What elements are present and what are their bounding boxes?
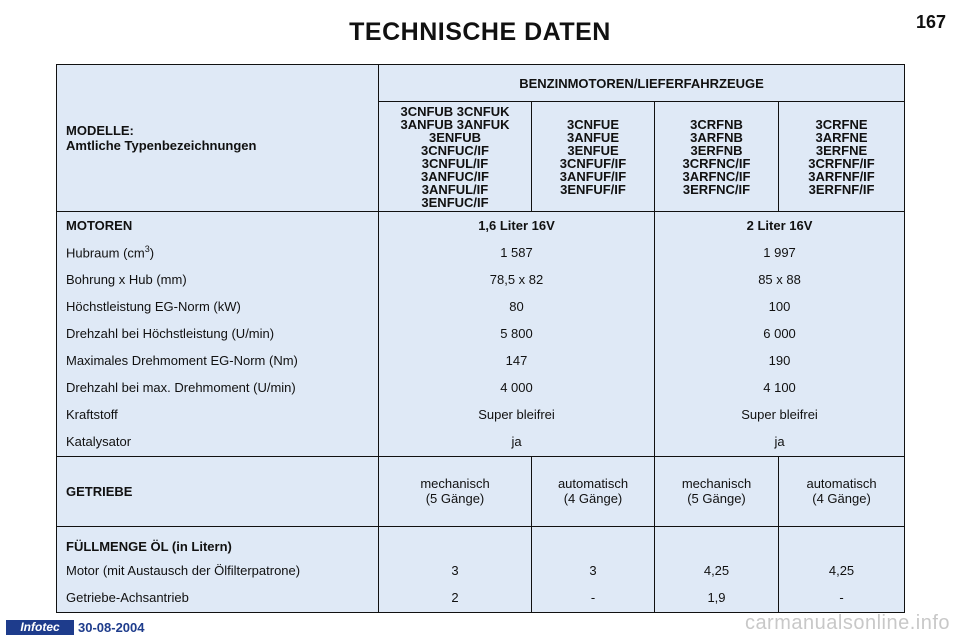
group-header: BENZINMOTOREN/LIEFERFAHRZEUGE bbox=[379, 65, 905, 102]
model-code: 3ANFUL/IF bbox=[421, 181, 489, 197]
gearbox-gears: (4 Gänge) bbox=[812, 491, 871, 506]
oil-row bbox=[57, 557, 905, 584]
model-code: 3CRFNB bbox=[690, 116, 743, 132]
model-code: 3ENFUE bbox=[567, 142, 619, 158]
infotec-logo: Infotec bbox=[6, 620, 74, 635]
model-code: 3ERFNB bbox=[690, 142, 743, 158]
row-label: Getriebe-Achsantrieb bbox=[57, 584, 379, 613]
engine-row bbox=[57, 266, 905, 293]
row-label-text: Hubraum (cm bbox=[66, 245, 145, 261]
model-code: 3CNFUB 3CNFUK bbox=[400, 103, 510, 119]
engine-a-value: ja bbox=[379, 428, 655, 456]
model-code: 3ARFNF/IF bbox=[808, 168, 875, 184]
row-label-suffix: ) bbox=[149, 245, 155, 261]
row-label: Drehzahl bei max. Drehmoment (U/min) bbox=[57, 374, 379, 401]
engine-row bbox=[57, 347, 905, 374]
engine-a-value: 78,5 x 82 bbox=[379, 266, 655, 293]
row-label bbox=[57, 239, 379, 266]
oil-value: 3 bbox=[532, 557, 655, 584]
footer-date: 30-08-2004 bbox=[78, 620, 145, 635]
model-code: 3CRFNE bbox=[815, 116, 868, 132]
gearbox-type: automatisch bbox=[557, 476, 629, 491]
row-label: Bohrung x Hub (mm) bbox=[57, 266, 379, 293]
engine-a-value: 1 587 bbox=[379, 239, 655, 266]
gearbox-cell bbox=[655, 456, 779, 526]
empty-cell bbox=[532, 526, 655, 557]
model-codes-4 bbox=[779, 102, 905, 212]
row-label: Drehzahl bei Höchstleistung (U/min) bbox=[57, 320, 379, 347]
engine-a-value: 4 000 bbox=[379, 374, 655, 401]
gearbox-cell bbox=[379, 456, 532, 526]
oil-value: 4,25 bbox=[779, 557, 905, 584]
page-title: TECHNISCHE DATEN bbox=[349, 18, 611, 46]
engine-b-value: 4 100 bbox=[655, 374, 905, 401]
engine-b-value: 100 bbox=[655, 293, 905, 320]
engine-b-value: Super bleifrei bbox=[655, 401, 905, 428]
model-codes-1 bbox=[379, 102, 532, 212]
model-codes-3 bbox=[655, 102, 779, 212]
row-label: Maximales Drehmoment EG-Norm (Nm) bbox=[57, 347, 379, 374]
model-code: 3ENFUC/IF bbox=[421, 194, 489, 210]
model-code: 3ERFNC/IF bbox=[682, 181, 751, 197]
gearbox-type: mechanisch bbox=[681, 476, 752, 491]
models-sublabel: Amtliche Typenbezeichnungen bbox=[66, 138, 257, 153]
gearbox-gears: (4 Gänge) bbox=[563, 491, 623, 506]
model-code: 3ERFNF/IF bbox=[808, 181, 875, 197]
engine-a-title: 1,6 Liter 16V bbox=[379, 212, 655, 240]
empty-cell bbox=[379, 526, 532, 557]
engine-row bbox=[57, 401, 905, 428]
page-number: 167 bbox=[915, 12, 946, 32]
oil-value: 3 bbox=[379, 557, 532, 584]
engine-b-value: ja bbox=[655, 428, 905, 456]
row-label: Katalysator bbox=[57, 428, 379, 456]
model-code: 3ANFUF/IF bbox=[559, 168, 627, 184]
model-code: 3ENFUB bbox=[428, 129, 481, 145]
model-code: 3ERFNE bbox=[815, 142, 868, 158]
oil-value: - bbox=[779, 584, 905, 613]
row-label: Höchstleistung EG-Norm (kW) bbox=[57, 293, 379, 320]
empty-cell bbox=[779, 526, 905, 557]
engine-a-value: 147 bbox=[379, 347, 655, 374]
engine-b-value: 1 997 bbox=[655, 239, 905, 266]
model-code: 3ANFUC/IF bbox=[421, 168, 489, 184]
engine-b-value: 85 x 88 bbox=[655, 266, 905, 293]
oil-label: FÜLLMENGE ÖL (in Litern) bbox=[57, 526, 379, 557]
gearbox-cell bbox=[532, 456, 655, 526]
empty-cell bbox=[655, 526, 779, 557]
model-code: 3ENFUF/IF bbox=[560, 181, 626, 197]
gearbox-label: GETRIEBE bbox=[57, 456, 379, 526]
model-code: 3ARFNB bbox=[690, 129, 743, 145]
model-codes-2 bbox=[532, 102, 655, 212]
oil-row bbox=[57, 584, 905, 613]
engine-b-value: 6 000 bbox=[655, 320, 905, 347]
models-label: MODELLE: bbox=[66, 123, 134, 138]
model-code: 3CNFUE bbox=[566, 116, 619, 132]
gearbox-type: mechanisch bbox=[420, 476, 490, 491]
model-code: 3ARFNC/IF bbox=[682, 168, 751, 184]
engine-a-value: 80 bbox=[379, 293, 655, 320]
engine-row bbox=[57, 428, 905, 456]
oil-value: 2 bbox=[379, 584, 532, 613]
oil-value: 4,25 bbox=[655, 557, 779, 584]
watermark: carmanualsonline.info bbox=[744, 612, 950, 634]
engine-a-value: 5 800 bbox=[379, 320, 655, 347]
engine-row bbox=[57, 293, 905, 320]
engine-row bbox=[57, 320, 905, 347]
models-label-cell bbox=[57, 65, 379, 212]
oil-value: 1,9 bbox=[655, 584, 779, 613]
gearbox-gears: (5 Gänge) bbox=[687, 491, 746, 506]
model-code: 3ANFUB 3ANFUK bbox=[400, 116, 510, 132]
engine-b-value: 190 bbox=[655, 347, 905, 374]
model-code: 3CNFUC/IF bbox=[421, 142, 489, 158]
engine-b-title: 2 Liter 16V bbox=[655, 212, 905, 240]
model-code: 3CNFUL/IF bbox=[421, 155, 489, 171]
row-label-superscript: 3 bbox=[144, 244, 150, 255]
gearbox-gears: (5 Gänge) bbox=[425, 491, 485, 506]
model-code: 3CRFNC/IF bbox=[682, 155, 751, 171]
row-label: Kraftstoff bbox=[57, 401, 379, 428]
model-code: 3CNFUF/IF bbox=[559, 155, 627, 171]
gearbox-cell bbox=[779, 456, 905, 526]
model-code: 3ARFNE bbox=[815, 129, 868, 145]
gearbox-type: automatisch bbox=[806, 476, 877, 491]
engines-label: MOTOREN bbox=[57, 212, 379, 240]
oil-value: - bbox=[532, 584, 655, 613]
engine-row bbox=[57, 239, 905, 266]
row-label: Motor (mit Austausch der Ölfilterpatrone) bbox=[57, 557, 379, 584]
model-code: 3CRFNF/IF bbox=[808, 155, 875, 171]
specifications-table bbox=[56, 64, 905, 613]
engine-row bbox=[57, 374, 905, 401]
model-code: 3ANFUE bbox=[566, 129, 619, 145]
engine-a-value: Super bleifrei bbox=[379, 401, 655, 428]
